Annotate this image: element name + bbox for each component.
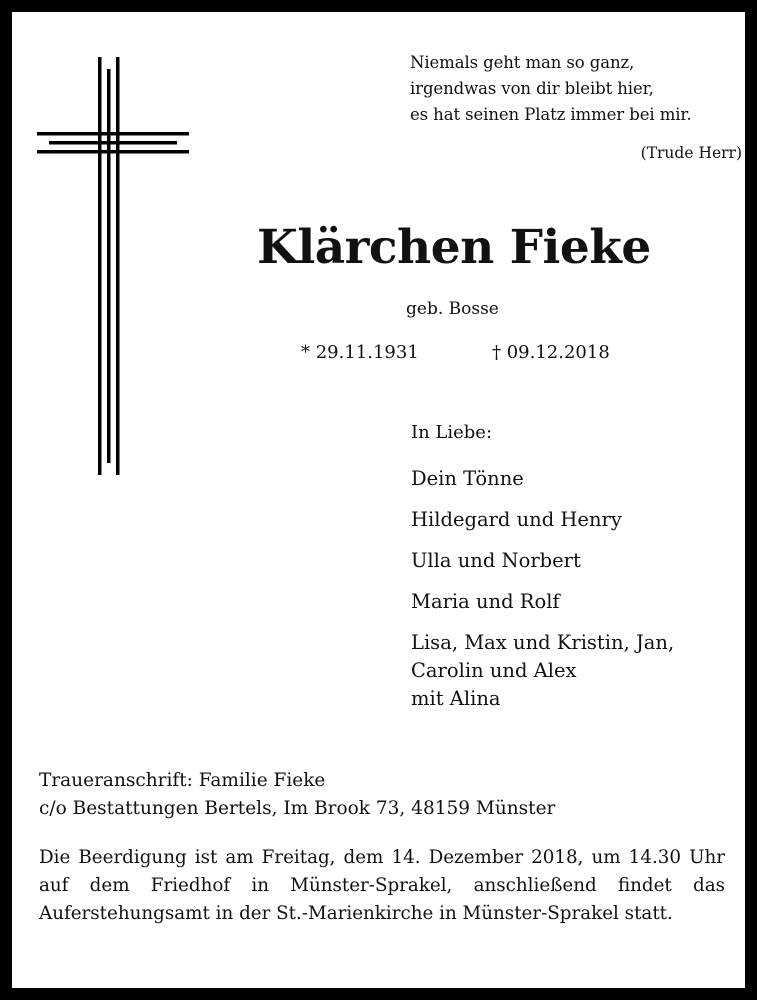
mourner-line: mit Alina bbox=[411, 687, 501, 710]
mourning-address bbox=[39, 767, 729, 823]
address-line: c/o Bestattungen Bertels, Im Brook 73, 48159 Münster bbox=[39, 798, 556, 819]
death-date: † 09.12.2018 bbox=[492, 342, 610, 363]
mourner-line: Ulla und Norbert bbox=[411, 549, 581, 572]
mourner-line: Maria und Rolf bbox=[411, 590, 560, 613]
quote-author: (Trude Herr) bbox=[640, 144, 742, 162]
address-line: Traueranschrift: Familie Fieke bbox=[39, 770, 326, 791]
mourner-line: Hildegard und Henry bbox=[411, 508, 622, 531]
birth-date: * 29.11.1931 bbox=[301, 342, 419, 363]
birth-name: geb. Bosse bbox=[406, 299, 499, 319]
mourner-line: Carolin und Alex bbox=[411, 659, 577, 682]
quote-line: es hat seinen Platz immer bei mir. bbox=[410, 105, 692, 124]
mourners-list bbox=[411, 465, 741, 726]
mourner-entry bbox=[411, 629, 741, 713]
deceased-name: Klärchen Fieke bbox=[257, 220, 651, 275]
quote-line: irgendwas von dir bleibt hier, bbox=[410, 79, 654, 98]
mourner-entry bbox=[411, 588, 741, 616]
mourners-heading: In Liebe: bbox=[411, 422, 493, 443]
mourner-entry bbox=[411, 547, 741, 575]
mourner-line: Dein Tönne bbox=[411, 467, 524, 490]
mourner-line: Lisa, Max und Kristin, Jan, bbox=[411, 631, 675, 654]
mourner-entry bbox=[411, 465, 741, 493]
quote-line: Niemals geht man so ganz, bbox=[410, 53, 635, 72]
mourner-entry bbox=[411, 506, 741, 534]
funeral-details: Die Beerdigung ist am Freitag, dem 14. Dezember 2018, um 14.30 Uhr auf dem Friedhof in Münster-Sprakel, anschließend findet das Auferstehungsamt in der St.-Marienkirche in Münster-Sprakel statt. bbox=[39, 847, 725, 924]
memorial-quote bbox=[410, 50, 740, 128]
